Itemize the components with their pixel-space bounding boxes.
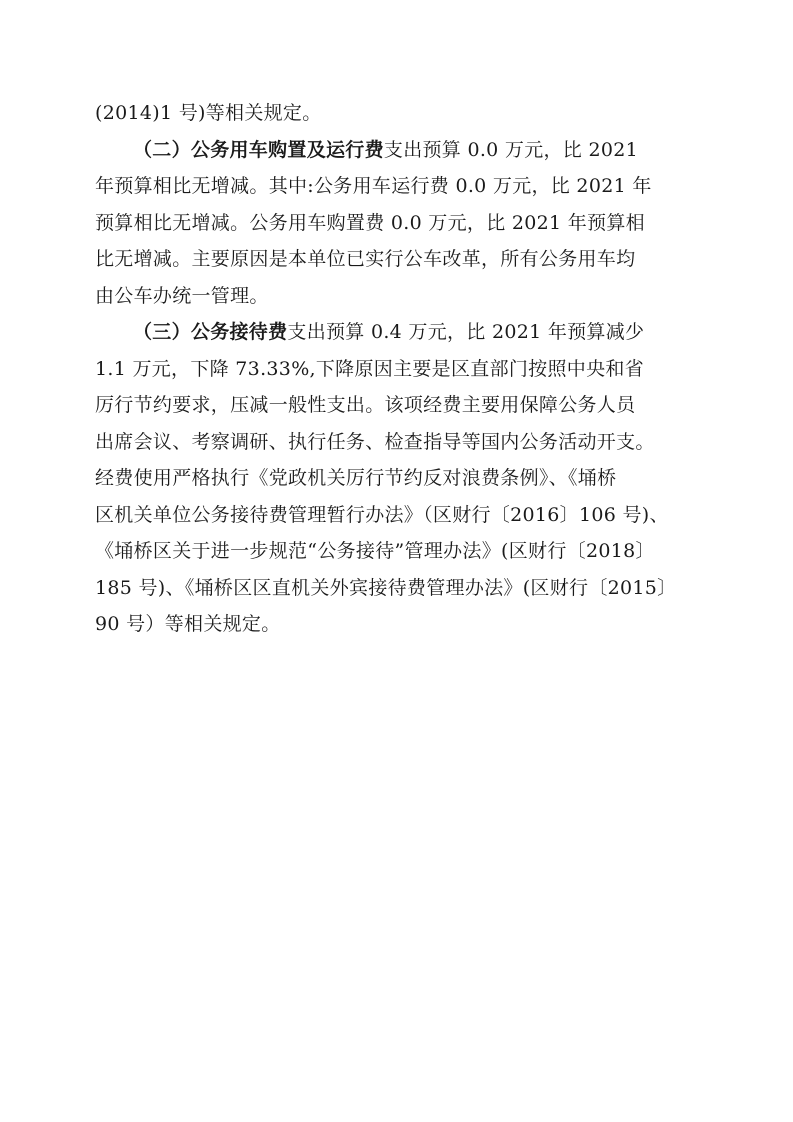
- paragraph-2-line-1: [95, 132, 695, 169]
- paragraph-3-line-6: 区机关单位公务接待费管理暂行办法》（区财行〔2016〕106 号)、: [95, 503, 669, 526]
- section-heading-vehicle: （二）公务用车购置及运行费: [133, 138, 384, 161]
- paragraph-3-line-8: 185 号)、《埇桥区区直机关外宾接待费管理办法》(区财行〔2015〕: [95, 576, 677, 599]
- paragraph-3-line-2: 1.1 万元，下降 73.33%,下降原因主要是区直部门按照中央和省: [95, 357, 644, 380]
- paragraph-2-line-4: 比无增减。主要原因是本单位已实行公车改革，所有公务用车均: [95, 248, 636, 270]
- paragraph-2-line-5: 由公车办统一管理。: [95, 284, 269, 307]
- paragraph-3-line-4: 出席会议、考察调研、执行任务、检查指导等国内公务活动开支。: [95, 430, 655, 453]
- body-text: [95, 95, 695, 643]
- paragraph-3-line-1: [95, 314, 695, 351]
- paragraph-3-line-3: 厉行节约要求，压减一般性支出。该项经费主要用保障公务人员: [95, 394, 636, 416]
- paragraph-2-line-3: 预算相比无增减。公务用车购置费 0.0 万元，比 2021 年预算相: [95, 211, 645, 234]
- paragraph-2-line-1-text: 支出预算 0.0 万元，比 2021: [383, 138, 638, 161]
- paragraph-2-line-2: 年预算相比无增减。其中:公务用车运行费 0.0 万元，比 2021 年: [95, 175, 652, 197]
- paragraph-3-line-7: 《埇桥区关于进一步规范“公务接待”管理办法》(区财行〔2018〕: [95, 540, 655, 562]
- paragraph-3-line-5: 经费使用严格执行《党政机关厉行节约反对浪费条例》、《埇桥: [95, 467, 617, 489]
- paragraph-1-line-1: (2014)1 号)等相关规定。: [95, 102, 322, 124]
- paragraph-3-line-1-text: 支出预算 0.4 万元，比 2021 年预算减少: [287, 321, 645, 343]
- paragraph-3-line-9: 90 号）等相关规定。: [95, 613, 281, 635]
- section-heading-reception: （三）公务接待费: [133, 321, 288, 343]
